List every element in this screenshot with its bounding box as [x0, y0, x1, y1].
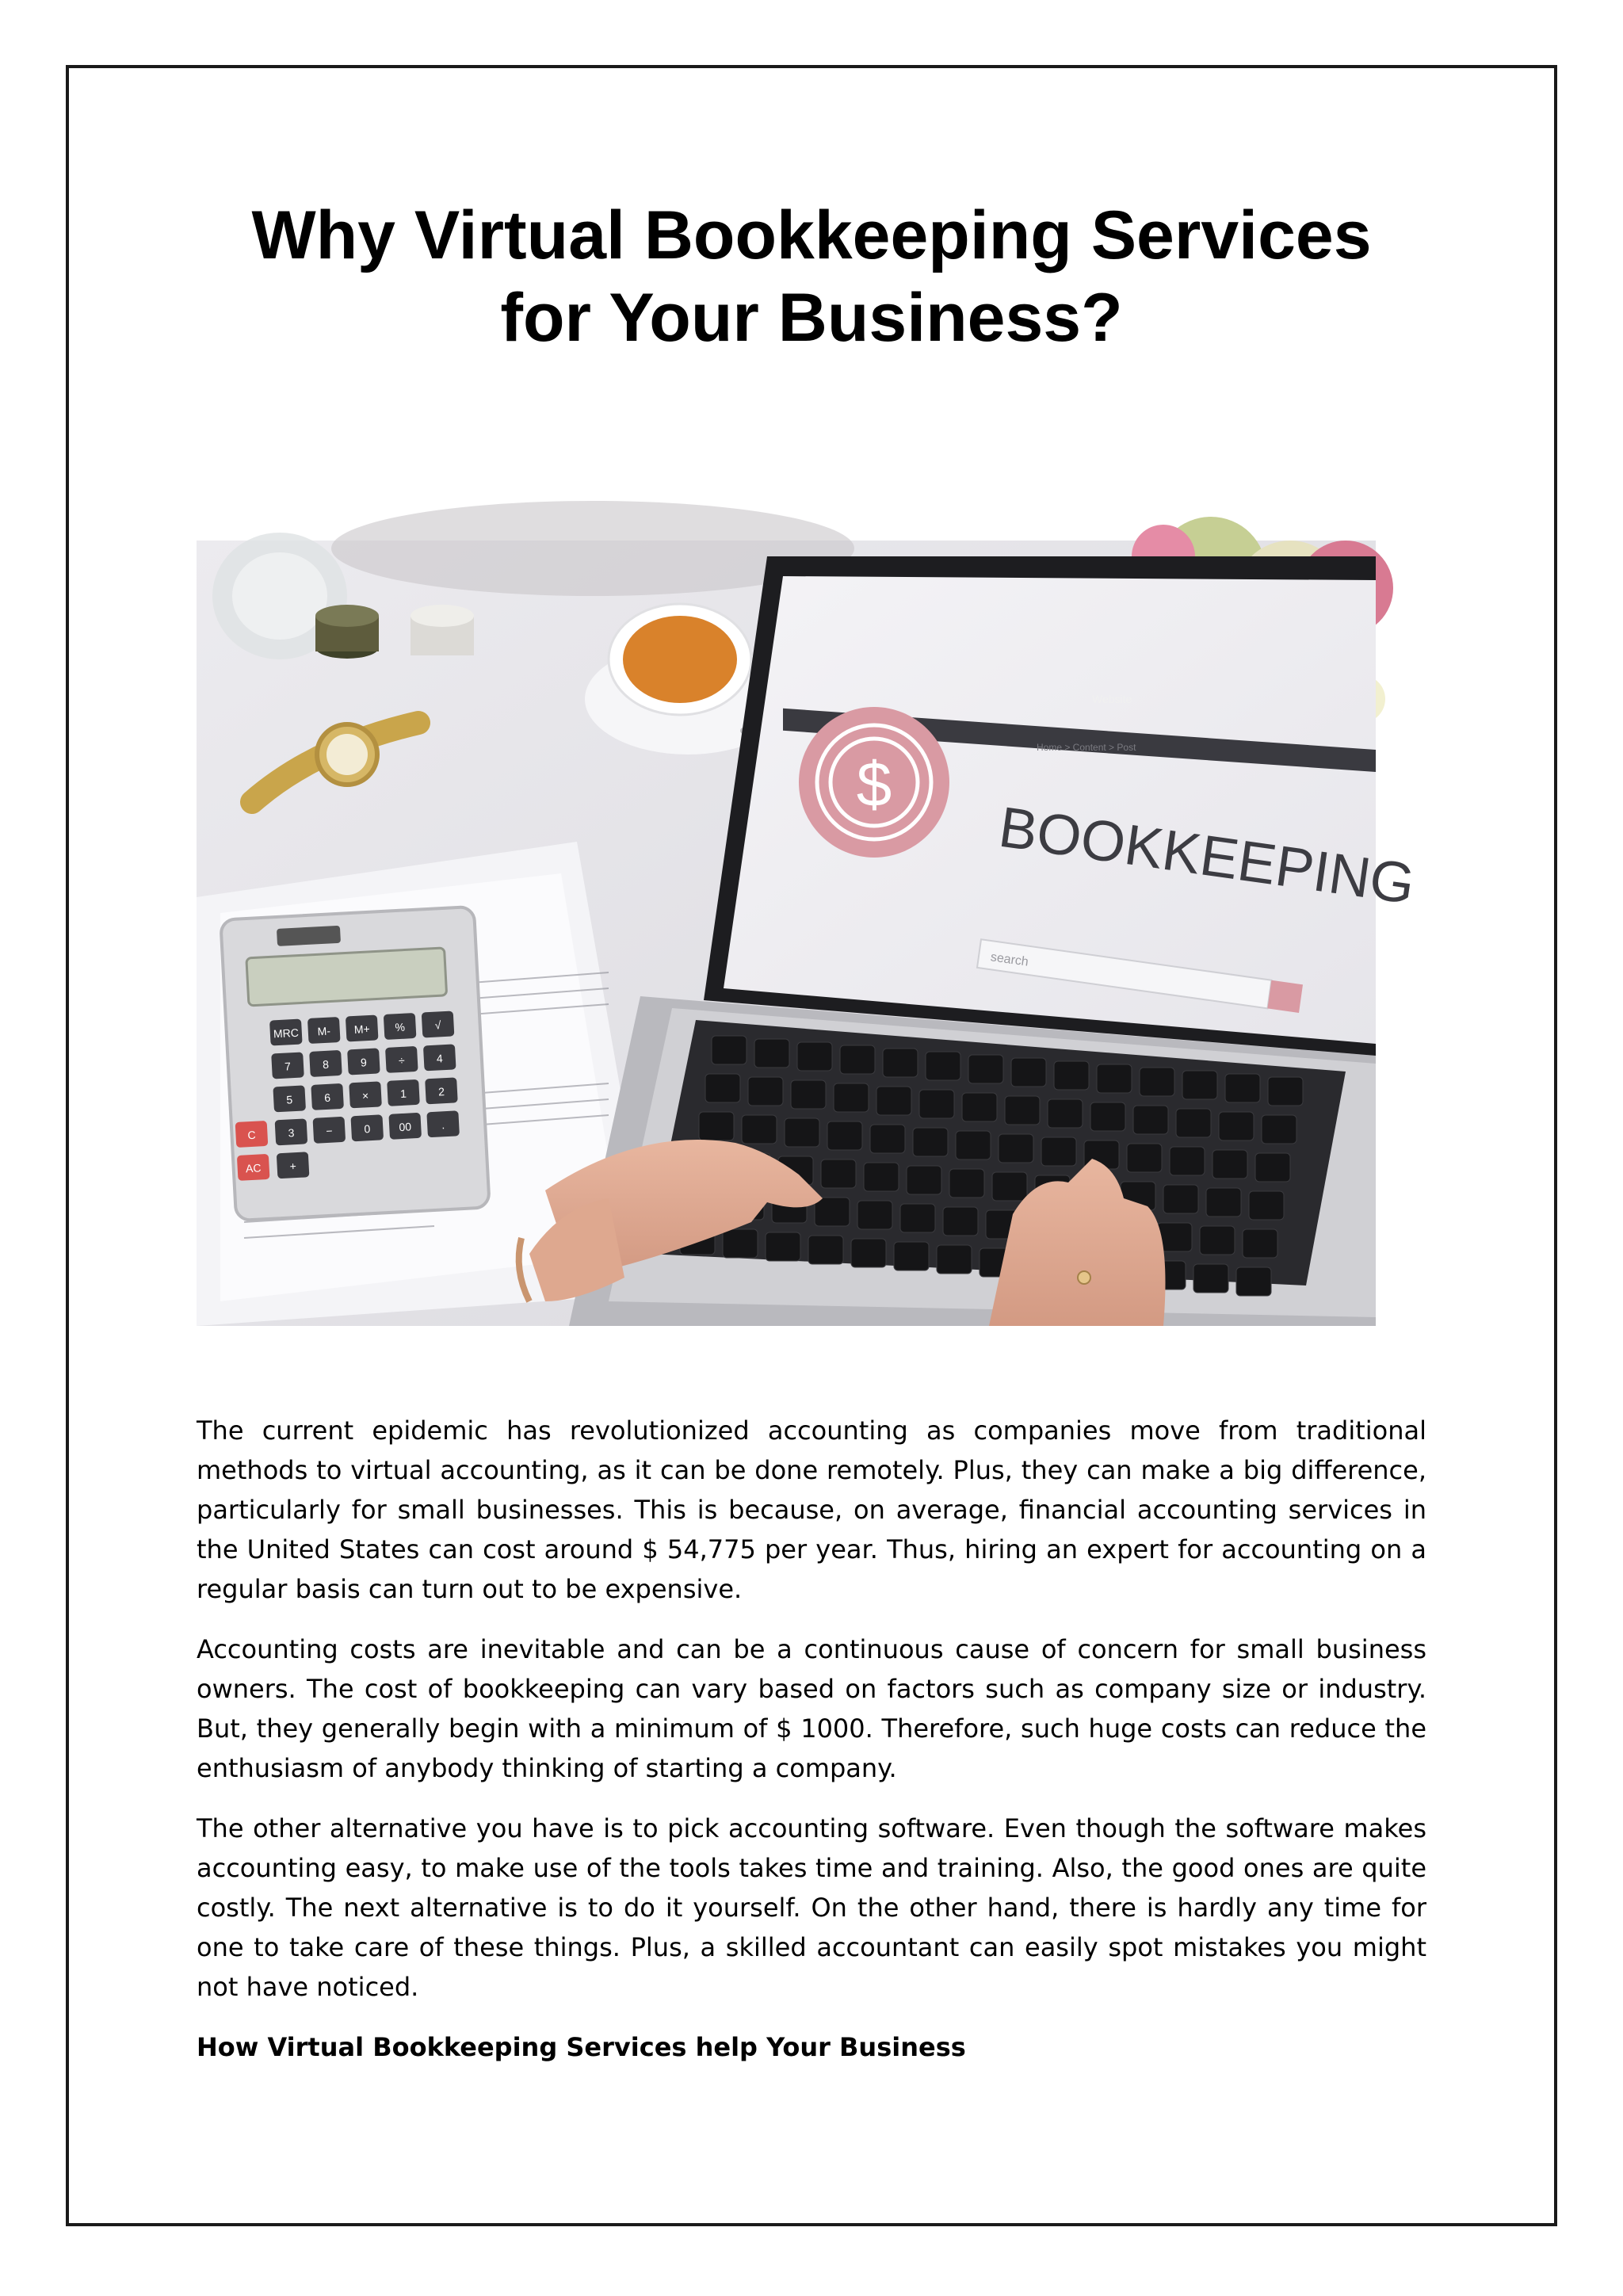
calculator-key-label: −	[325, 1124, 333, 1138]
laptop-key	[919, 1090, 954, 1118]
laptop-key	[883, 1049, 918, 1077]
laptop-key	[870, 1125, 905, 1153]
screen-heading: BOOKKEEPING	[995, 795, 1419, 917]
laptop-key	[1097, 1064, 1132, 1093]
screen-search-placeholder: search	[989, 950, 1029, 969]
laptop-key	[1041, 1137, 1076, 1166]
laptop-key	[949, 1169, 984, 1198]
laptop-key	[1268, 1077, 1303, 1106]
calculator-key-label: 00	[399, 1120, 412, 1134]
calculator-key-label: 3	[288, 1126, 295, 1140]
bookkeeping-photo	[197, 541, 1419, 1326]
calculator-key-label: 2	[437, 1085, 445, 1098]
laptop-key	[1225, 1074, 1260, 1102]
section-subheading: How Virtual Bookkeeping Services help Your Business	[197, 2032, 966, 2062]
laptop-key	[968, 1055, 1003, 1083]
laptop-key	[1255, 1153, 1290, 1182]
calculator-key-label: AC	[245, 1161, 262, 1175]
screen-breadcrumb: Home > Content > Post	[1037, 742, 1136, 753]
laptop-key	[900, 1204, 935, 1232]
calculator-key-label: 7	[284, 1060, 292, 1073]
laptop-key	[1236, 1267, 1271, 1296]
laptop-key	[1243, 1229, 1277, 1258]
laptop-key	[1182, 1071, 1217, 1099]
calculator-key-label: .	[441, 1118, 445, 1132]
laptop-key	[742, 1115, 777, 1144]
title-line-2: for Your Business?	[500, 280, 1123, 356]
calculator-key-label: M+	[353, 1022, 371, 1036]
laptop-key	[926, 1052, 960, 1080]
laptop-key	[907, 1166, 941, 1194]
laptop-key	[748, 1077, 783, 1106]
calculator-key-label: ×	[361, 1089, 369, 1102]
calculator-key-label: M-	[317, 1024, 331, 1038]
laptop-key	[1212, 1150, 1247, 1179]
laptop-key	[999, 1134, 1033, 1163]
laptop-key	[876, 1087, 911, 1115]
laptop-key	[1193, 1264, 1228, 1293]
laptop-key	[1200, 1226, 1235, 1255]
calculator-key-label: 1	[399, 1087, 407, 1101]
calculator-key-label: 0	[364, 1122, 371, 1136]
calculator-key-label: +	[289, 1159, 297, 1173]
laptop-key	[1133, 1106, 1168, 1134]
laptop-key	[821, 1159, 856, 1188]
laptop-key	[827, 1121, 862, 1150]
laptop-key	[864, 1163, 899, 1191]
laptop-key	[851, 1239, 886, 1267]
calculator-key-label: 4	[436, 1052, 444, 1065]
laptop-key	[992, 1172, 1027, 1201]
calculator	[220, 907, 489, 1221]
paragraph-2: Accounting costs are inevitable and can be a continuous cause of concern for small business owners. The cost of bookkeeping can vary based on factors such as company size or industry. But, they generally begin with a minimum of $ 1000. Therefore, such huge costs can reduce the enthusiasm of anybody thinking of starting a company.	[197, 1634, 1426, 1783]
article-body	[197, 1411, 1426, 2088]
calculator-key-label: 9	[360, 1056, 368, 1069]
laptop-key	[1170, 1147, 1205, 1175]
laptop-key	[723, 1229, 758, 1258]
laptop-key	[705, 1074, 740, 1102]
laptop-key	[699, 1112, 734, 1140]
laptop-key	[1005, 1096, 1040, 1125]
laptop-key	[1249, 1191, 1284, 1220]
calculator-key-label: C	[247, 1128, 257, 1142]
laptop-key	[712, 1036, 747, 1064]
laptop-key	[815, 1198, 850, 1226]
laptop-key	[894, 1242, 929, 1270]
calculator-key-label: 8	[322, 1057, 330, 1072]
laptop-key	[1140, 1068, 1174, 1096]
laptop-key	[1206, 1188, 1241, 1217]
laptop-key	[1011, 1058, 1046, 1087]
laptop-key	[1090, 1102, 1125, 1131]
laptop-key	[834, 1083, 869, 1112]
calculator-key-label: 6	[323, 1091, 331, 1105]
laptop-key	[1054, 1061, 1089, 1090]
laptop-key	[785, 1118, 819, 1147]
title-line-1: Why Virtual Bookkeeping Services	[251, 197, 1372, 273]
laptop-key	[791, 1080, 826, 1109]
laptop-key	[956, 1131, 991, 1159]
screen-label: Website	[1092, 693, 1132, 705]
laptop-key	[1176, 1109, 1211, 1137]
calculator-key-label: 5	[285, 1093, 293, 1106]
dollar-icon: $	[856, 749, 892, 819]
paragraph-1: The current epidemic has revolutionized accounting as companies move from traditional methods to virtual accounting, as it can be done remotely. Plus, they can make a big difference, particularly for small businesses. This is because, on average, financial accounting services in the United States can cost around $ 54,775 per year. Thus, hiring an expert for accounting on a regular basis can turn out to be expensive.	[197, 1415, 1426, 1604]
calculator-key-label: √	[434, 1018, 441, 1032]
laptop-key	[857, 1201, 892, 1229]
calculator-key-label: MRC	[273, 1026, 300, 1041]
laptop-key	[766, 1232, 800, 1261]
calculator-key-label: ÷	[398, 1053, 406, 1068]
calculator-key-label: %	[395, 1020, 406, 1034]
laptop-key	[962, 1093, 997, 1121]
laptop-key	[1127, 1144, 1162, 1172]
laptop-key	[913, 1128, 948, 1156]
laptop-key	[937, 1245, 972, 1274]
laptop-key	[808, 1236, 843, 1264]
laptop-key	[1219, 1112, 1254, 1140]
laptop-key	[1163, 1185, 1198, 1213]
laptop-key	[1048, 1099, 1083, 1128]
laptop-key	[943, 1207, 978, 1236]
laptop-key	[797, 1042, 832, 1071]
paragraph-3: The other alternative you have is to pick accounting software. Even though the software makes accounting easy, to make use of the tools takes time and training. Also, the good ones are quite costly. The next alternative is to do it yourself. On the other hand, there is hardly any time for one to take care of these things. Plus, a skilled accountant can easily spot mistakes you might not have noticed.	[197, 1813, 1426, 2002]
laptop-key	[840, 1045, 875, 1074]
laptop-key	[754, 1039, 789, 1068]
laptop-key	[1262, 1115, 1296, 1144]
page-title	[0, 194, 1623, 359]
